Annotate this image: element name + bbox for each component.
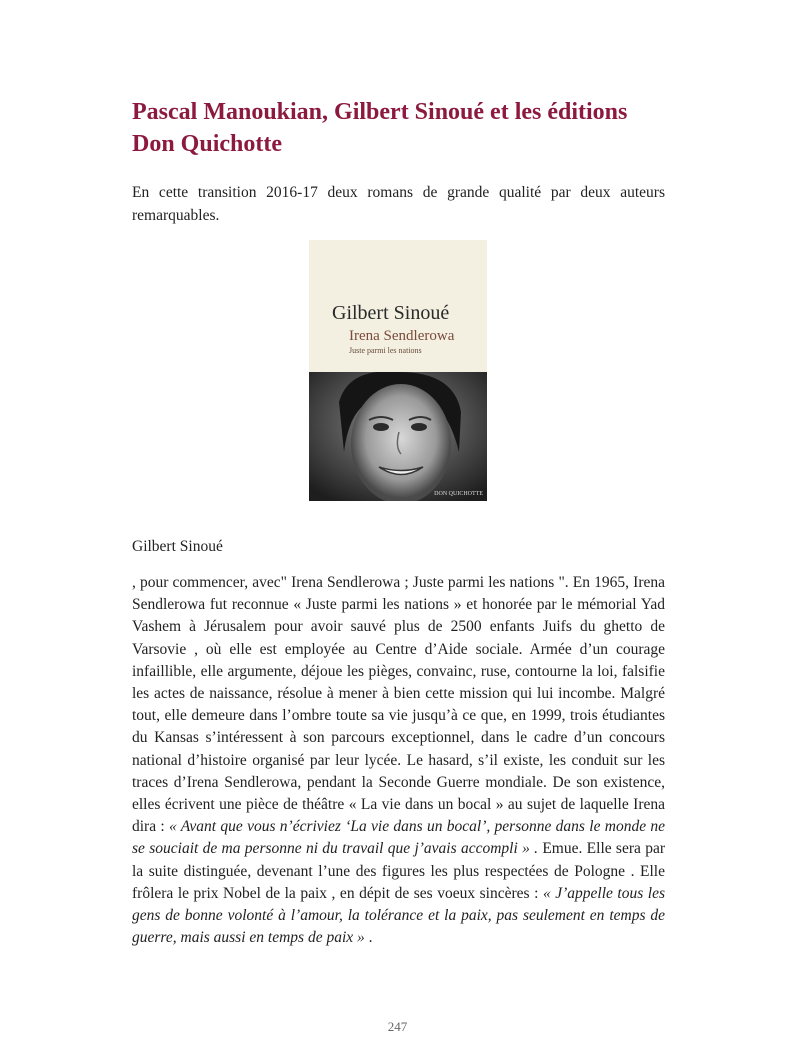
cover-subtitle: Juste parmi les nations xyxy=(349,346,422,355)
body-paragraph xyxy=(132,572,665,949)
quote-1: « Avant que vous n’écriviez ‘La vie dans un bocal’, personne dans le monde ne se souciait de ma personne ni du travail que j’avais accompli » . xyxy=(132,818,666,858)
body-text-end: . xyxy=(368,929,373,947)
author-label: Gilbert Sinoué xyxy=(132,538,223,555)
cover-portrait-photo xyxy=(309,372,487,501)
cover-title: Irena Sendlerowa xyxy=(349,328,455,344)
quote-2: « J’appelle tous les gens de bonne volonté à l’amour, la tolérance et la paix, pas seulement en temps de guerre, mais aussi en temps de paix » xyxy=(132,884,665,947)
intro-paragraph: En cette transition 2016-17 deux romans de grande qualité par deux auteurs remarquables. xyxy=(132,184,665,224)
page-number: 247 xyxy=(387,1019,408,1034)
article-title: Pascal Manoukian, Gilbert Sinoué et les éditions Don Quichotte xyxy=(132,99,628,157)
cover-publisher: DON QUICHOTTE xyxy=(434,491,483,497)
body-text-2: Emue. Elle sera par la suite distinguée, devenant l’une des figures les plus respectées de Pologne . Elle frôlera le prix Nobel de la paix , en dépit de ses voeux sincères : xyxy=(132,840,665,902)
body-text-1: , pour commencer, avec" Irena Sendlerowa ; Juste parmi les nations ". En 1965, Irena Sendlerowa fut reconnue « Juste parmi les nations » et honorée par le mémorial Yad Vashem à Jérusalem pour avoir sauvé plus de 2500 enfants Juifs du ghetto de Varsovie , où elle est employée au Centre d’Aide sociale. Armée d’un courage infaillible, elle argumente, déjoue les pièges, convainc, ruse, contourne la loi, falsifie les actes de naissance, résolue à mener à bien cette mission qui lui incombe. Malgré tout, elle demeure dans l’ombre toute sa vie jusqu’à ce que, en 1999, trois étudiantes du Kansas s’intéressent à son parcours exceptionnel, dans le cadre d’un concours national d’histoire organisé par leur lycée. Le hasard, s’il existe, les conduit sur les traces d’Irena Sendlerowa, pendant la Seconde Guerre mondiale. De son existence, elles écrivent une pièce de théâtre « La vie dans un bocal » au sujet de laquelle Irena dira : xyxy=(132,574,665,836)
cover-author: Gilbert Sinoué xyxy=(332,302,450,324)
book-cover-image xyxy=(309,240,487,501)
